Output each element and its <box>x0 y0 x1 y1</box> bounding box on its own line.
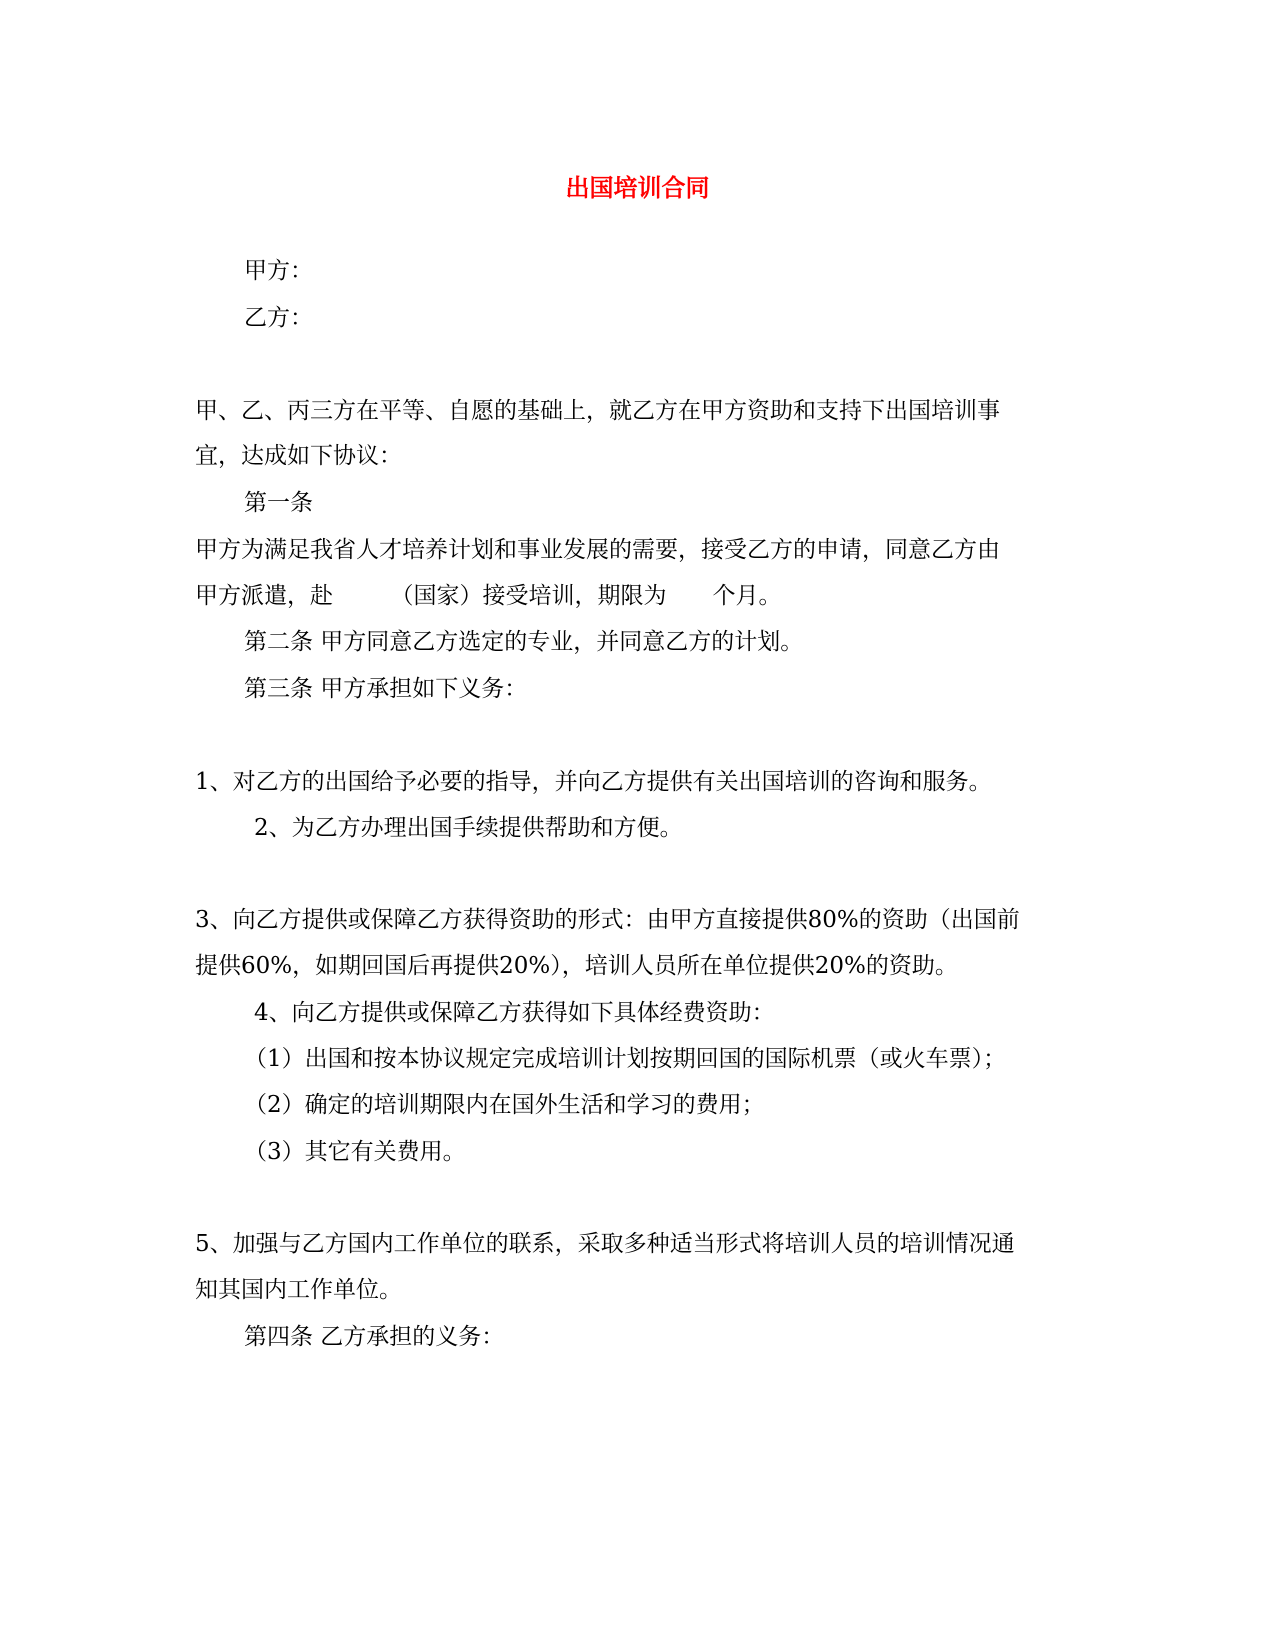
obligation-item-5-line-1: 5、加强与乙方国内工作单位的联系，采取多种适当形式将培训人员的培训情况通 <box>195 1231 1015 1257</box>
intro-line-2: 宜，达成如下协议： <box>195 443 402 469</box>
article1-line-2: 甲方派遣，赴 （国家）接受培训，期限为 个月。 <box>195 583 782 609</box>
document-title: 出国培训合同 <box>565 174 710 202</box>
party-b-label: 乙方： <box>244 305 313 331</box>
party-a-label: 甲方： <box>244 258 313 284</box>
obligation-item-5-line-2: 知其国内工作单位。 <box>195 1277 402 1303</box>
item4-sub-3: （3）其它有关费用。 <box>244 1139 466 1165</box>
obligation-item-4: 4、向乙方提供或保障乙方获得如下具体经费资助： <box>254 1000 775 1026</box>
item4-sub-2: （2）确定的培训期限内在国外生活和学习的费用； <box>244 1092 765 1118</box>
article1-line-1: 甲方为满足我省人才培养计划和事业发展的需要，接受乙方的申请，同意乙方由 <box>195 537 1000 563</box>
obligation-item-3-line-1: 3、向乙方提供或保障乙方获得资助的形式：由甲方直接提供80%的资助（出国前 <box>195 907 1020 933</box>
obligation-item-3-line-2: 提供60%，如期回国后再提供20%），培训人员所在单位提供20%的资助。 <box>195 953 958 979</box>
article4: 第四条 乙方承担的义务： <box>244 1324 505 1350</box>
obligation-item-1: 1、对乙方的出国给予必要的指导，并向乙方提供有关出国培训的咨询和服务。 <box>195 769 992 795</box>
item4-sub-1: （1）出国和按本协议规定完成培训计划按期回国的国际机票（或火车票）； <box>244 1046 1007 1072</box>
article3: 第三条 甲方承担如下义务： <box>244 676 528 702</box>
intro-line-1: 甲、乙、丙三方在平等、自愿的基础上，就乙方在甲方资助和支持下出国培训事 <box>195 398 1000 424</box>
article1-heading: 第一条 <box>244 490 313 516</box>
article2: 第二条 甲方同意乙方选定的专业，并同意乙方的计划。 <box>244 629 804 655</box>
obligation-item-2: 2、为乙方办理出国手续提供帮助和方便。 <box>254 815 683 841</box>
